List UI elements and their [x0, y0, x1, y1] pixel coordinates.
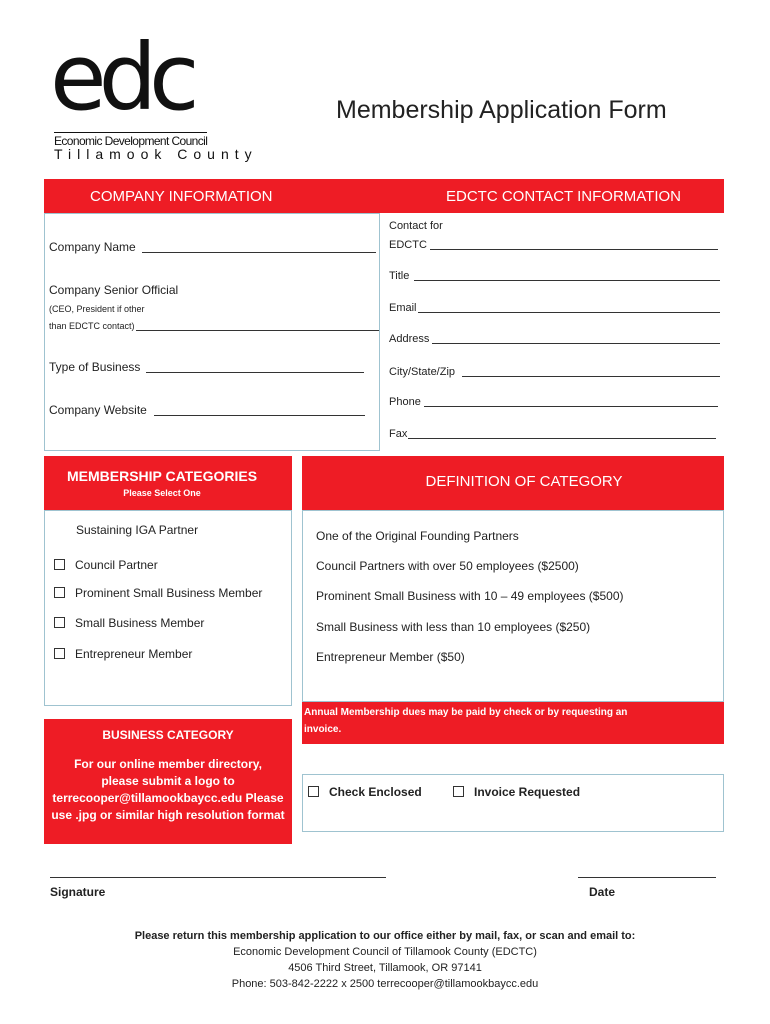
business-category-box — [44, 719, 292, 844]
date-label: Date — [589, 885, 616, 899]
city-state-zip-field[interactable] — [462, 376, 720, 377]
membership-option-entrepreneur[interactable]: Entrepreneur Member — [54, 647, 192, 661]
footer-instruction: Please return this membership application to our office either by mail, fax, or scan and email to: — [134, 930, 636, 942]
fax-field[interactable] — [408, 438, 716, 439]
signature-field[interactable] — [50, 877, 386, 878]
membership-option-small[interactable]: Small Business Member — [54, 616, 204, 630]
business-category-text-1: For our online member directory, — [74, 757, 262, 771]
senior-official-note-1: (CEO, President if other — [49, 304, 145, 314]
company-website-field[interactable] — [154, 415, 365, 416]
company-website-label: Company Website — [49, 403, 147, 417]
signature-label: Signature — [50, 885, 106, 899]
definition-header — [302, 456, 724, 510]
membership-subtitle: Please Select One — [123, 488, 201, 498]
payment-note-text-1: Annual Membership dues may be paid by check or by requesting an — [304, 707, 628, 718]
info-header-bar — [44, 179, 724, 213]
payment-note — [302, 702, 724, 744]
checkbox-icon[interactable] — [54, 648, 65, 659]
membership-option-prominent[interactable]: Prominent Small Business Member — [54, 586, 262, 600]
checkbox-icon[interactable] — [54, 587, 65, 598]
logo — [50, 24, 258, 165]
membership-header — [44, 456, 292, 510]
definition-item: Entrepreneur Member ($50) — [316, 650, 465, 664]
type-of-business-label: Type of Business — [49, 360, 141, 374]
address-label: Address — [389, 333, 430, 345]
page-title: Membership Application Form — [336, 96, 667, 124]
definition-item: Prominent Small Business with 10 – 49 employees ($500) — [316, 589, 624, 603]
business-category-text-4: use .jpg or similar high resolution format — [51, 808, 285, 822]
title-label: Title — [389, 270, 410, 282]
edctc-contact-field[interactable] — [430, 249, 718, 250]
membership-item-sustaining: Sustaining IGA Partner — [76, 523, 199, 537]
business-category-text-3: terrecooper@tillamookbaycc.edu Please — [52, 791, 284, 805]
membership-title: MEMBERSHIP CATEGORIES — [66, 468, 258, 484]
invoice-requested-option[interactable]: Invoice Requested — [453, 785, 580, 799]
check-enclosed-option[interactable]: Check Enclosed — [308, 785, 422, 799]
phone-field[interactable] — [424, 406, 718, 407]
footer-org: Economic Development Council of Tillamook County (EDCTC) — [233, 946, 537, 958]
checkbox-icon[interactable] — [54, 617, 65, 628]
definition-item: One of the Original Founding Partners — [316, 529, 519, 543]
checkbox-icon[interactable] — [453, 786, 464, 797]
logo-line-1: Economic Development Council — [54, 134, 208, 148]
logo-line-2: Tillamook County — [54, 146, 258, 162]
company-info-header: COMPANY INFORMATION — [90, 188, 273, 205]
senior-official-field[interactable] — [136, 330, 379, 331]
payment-box — [302, 774, 724, 832]
business-category-title: BUSINESS CATEGORY — [102, 728, 234, 742]
definition-title: DEFINITION OF CATEGORY — [425, 473, 623, 490]
phone-label: Phone — [389, 396, 421, 408]
address-field[interactable] — [432, 343, 720, 344]
email-field[interactable] — [418, 312, 720, 313]
membership-box — [44, 510, 292, 706]
city-state-zip-label: City/State/Zip — [389, 366, 456, 378]
date-field[interactable] — [578, 877, 716, 878]
definition-item: Council Partners with over 50 employees ($2500) — [316, 559, 579, 573]
company-name-label: Company Name — [49, 240, 136, 254]
checkbox-icon[interactable] — [54, 559, 65, 570]
company-name-field[interactable] — [142, 252, 376, 253]
contact-for-label: Contact for — [389, 220, 443, 232]
footer-contact: Phone: 503-842-2222 x 2500 terrecooper@tillamookbaycc.edu — [231, 978, 539, 990]
edctc-label: EDCTC — [389, 239, 427, 251]
payment-note-text-2: invoice. — [304, 724, 342, 735]
fax-label: Fax — [389, 428, 408, 440]
email-label: Email — [389, 302, 417, 314]
type-of-business-field[interactable] — [146, 372, 364, 373]
senior-official-note-2: than EDCTC contact) — [49, 321, 135, 331]
contact-info-header: EDCTC CONTACT INFORMATION — [446, 188, 681, 205]
business-category-text-2: please submit a logo to — [101, 774, 235, 788]
logo-mark: edc — [50, 24, 192, 131]
membership-option-council[interactable]: Council Partner — [54, 558, 158, 572]
title-field[interactable] — [414, 280, 720, 281]
definition-item: Small Business with less than 10 employees ($250) — [316, 620, 591, 634]
checkbox-icon[interactable] — [308, 786, 319, 797]
senior-official-label: Company Senior Official — [49, 283, 179, 297]
footer-address: 4506 Third Street, Tillamook, OR 97141 — [288, 962, 482, 974]
